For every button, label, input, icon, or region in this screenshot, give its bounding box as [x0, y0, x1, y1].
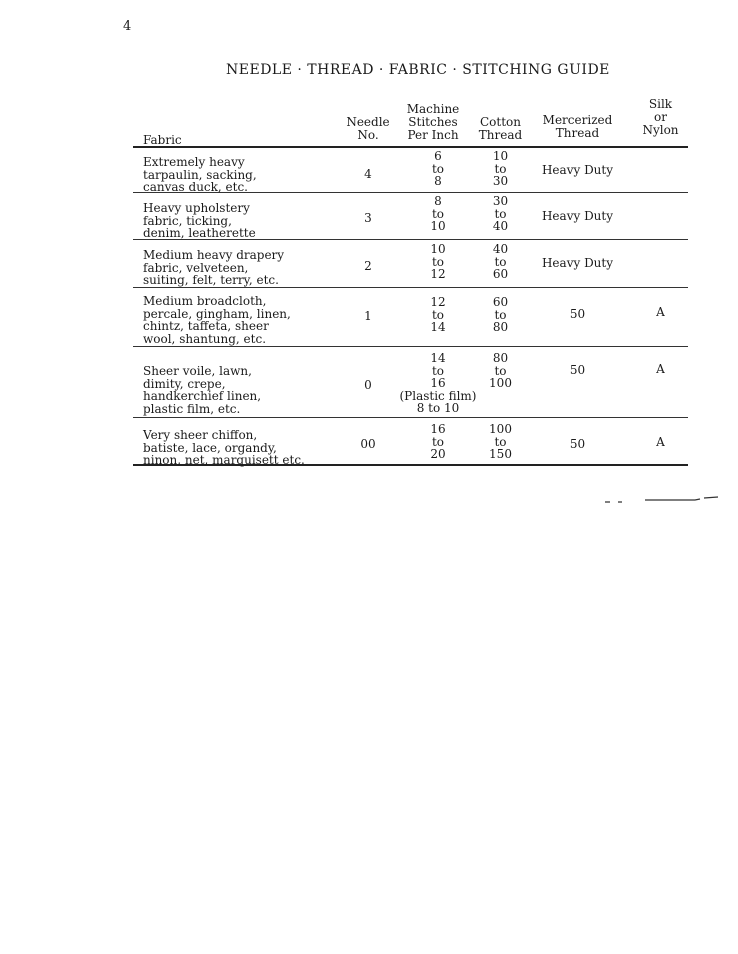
fabric-line: percale, gingham, linen, [143, 306, 291, 321]
cotton-line: 100 [489, 376, 512, 390]
header-needle-line: No. [357, 128, 379, 142]
stitches-cell [393, 150, 483, 188]
stitches-line: to [431, 363, 445, 378]
cotton-line: 60 [492, 267, 509, 281]
needle-cell: 00 [360, 437, 376, 451]
needle-cell: 1 [364, 309, 372, 323]
fabric-line: wool, shantung, etc. [143, 331, 267, 346]
stitches-line: to [431, 206, 445, 221]
stitches-cell [393, 195, 483, 233]
mercerized-cell: 50 [569, 363, 586, 377]
header-needle-line: Needle [346, 115, 390, 129]
table-row [133, 240, 688, 288]
cotton-cell [473, 195, 528, 233]
fabric-line: Heavy upholstery [143, 201, 250, 215]
fabric-cell [143, 156, 343, 194]
cotton-line: 100 [489, 422, 512, 436]
stitches-line: to [431, 434, 445, 449]
silk-cell: A [656, 362, 665, 376]
stitches-line: 14 [430, 320, 446, 334]
page-title: NEEDLE · THREAD · FABRIC · STITCHING GUIDE [226, 62, 610, 78]
header-silk-line: or [654, 110, 667, 124]
stitches-line: 20 [430, 447, 446, 461]
fabric-line: handkerchief linen, [143, 389, 262, 403]
fabric-cell [143, 429, 343, 467]
header-fabric: Fabric [143, 133, 182, 147]
cotton-line: 30 [492, 174, 509, 188]
table-row [133, 347, 688, 418]
header-stitches-line: Per Inch [407, 128, 459, 142]
cotton-line: to [494, 307, 507, 322]
cotton-line: to [494, 434, 507, 449]
cotton-line: to [494, 254, 507, 269]
header-silk-line: Silk [648, 97, 673, 111]
stitches-line: to [431, 254, 445, 269]
cotton-line: 40 [492, 219, 509, 233]
header-stitches-line: Stitches [408, 115, 458, 129]
fabric-line: Very sheer chiffon, [143, 428, 258, 442]
stitches-line: 6 [434, 149, 442, 163]
stitches-line: to [431, 307, 445, 322]
cotton-line: 80 [492, 351, 509, 365]
header-cotton-line: Thread [478, 128, 523, 142]
stitches-line: 8 [434, 194, 442, 208]
stitches-cell [393, 243, 483, 281]
fabric-line: chintz, taffeta, sheer [143, 319, 269, 333]
stitches-cell [393, 296, 483, 334]
needle-cell: 3 [364, 211, 372, 225]
fabric-line: Sheer voile, lawn, [143, 364, 252, 378]
header-mercerized-line: Thread [555, 126, 600, 140]
cotton-line: 150 [489, 447, 512, 461]
header-cotton-line: Cotton [479, 115, 521, 129]
fabric-cell [143, 249, 343, 287]
header-stitches-line: Machine [406, 102, 460, 116]
cotton-cell [473, 296, 528, 334]
header-needle [343, 116, 393, 142]
mercerized-cell: Heavy Duty [541, 209, 614, 223]
stitches-line: 16 [430, 376, 446, 390]
fabric-line: Extremely heavy [143, 155, 245, 169]
fabric-cell [143, 365, 343, 415]
mercerized-cell: Heavy Duty [541, 163, 614, 177]
fabric-line: plastic film, etc. [143, 401, 241, 416]
needle-cell: 4 [364, 167, 372, 181]
stitches-line: 14 [430, 351, 446, 365]
table-row [133, 418, 688, 466]
stitches-line: (Plastic film) [399, 388, 477, 403]
cotton-line: 80 [492, 320, 509, 334]
fabric-line: denim, leatherette [143, 226, 256, 240]
silk-cell: A [656, 305, 665, 319]
fabric-line: batiste, lace, organdy, [143, 440, 277, 455]
stitches-line: 10 [430, 242, 446, 256]
page-number: 4 [123, 19, 132, 34]
table-row [133, 193, 688, 240]
table-header [133, 96, 688, 146]
table-row [133, 148, 688, 193]
stitches-line: to [431, 161, 445, 176]
cotton-line: 40 [492, 242, 509, 256]
fabric-line: dimity, crepe, [143, 376, 226, 391]
silk-cell: A [656, 435, 665, 449]
header-silk [633, 98, 688, 137]
cotton-line: to [494, 363, 507, 378]
stitches-line: 12 [430, 267, 446, 281]
fabric-line: tarpaulin, sacking, [143, 167, 257, 182]
stitching-guide-table [133, 96, 688, 466]
fabric-line: fabric, ticking, [143, 213, 232, 228]
stitches-line: 8 [434, 174, 442, 188]
fabric-cell [143, 295, 343, 345]
mercerized-cell: Heavy Duty [541, 256, 614, 270]
fabric-line: canvas duck, etc. [143, 180, 248, 194]
fabric-line: Medium heavy drapery [143, 248, 285, 262]
needle-cell: 0 [364, 378, 372, 392]
stitches-cell [393, 352, 483, 415]
stitches-line: 10 [430, 219, 446, 233]
fabric-line: fabric, velveteen, [143, 260, 249, 275]
fabric-line: Medium broadcloth, [143, 294, 267, 308]
mercerized-cell: 50 [569, 437, 586, 451]
cotton-line: to [494, 161, 507, 176]
header-stitches [393, 103, 473, 142]
header-silk-line: Nylon [642, 123, 679, 137]
stitches-line: 16 [430, 422, 446, 436]
table-row [133, 288, 688, 347]
cotton-line: to [494, 206, 507, 221]
header-mercerized-line: Mercerized [542, 113, 613, 127]
header-mercerized [530, 114, 625, 140]
fabric-line: ninon, net, marquisett etc. [143, 453, 305, 467]
stitches-line: 8 to 10 [416, 401, 460, 415]
stitches-cell [393, 423, 483, 461]
cotton-cell [473, 352, 528, 390]
header-cotton [473, 116, 528, 142]
cotton-line: 60 [492, 295, 509, 309]
needle-cell: 2 [364, 259, 372, 273]
cotton-cell [473, 150, 528, 188]
fabric-line: suiting, felt, terry, etc. [143, 273, 279, 287]
cotton-cell [473, 423, 528, 461]
pen-stroke-mark [600, 494, 720, 506]
cotton-line: 30 [492, 194, 509, 208]
mercerized-cell: 50 [569, 307, 586, 321]
cotton-line: 10 [492, 149, 509, 163]
cotton-cell [473, 243, 528, 281]
stitches-line: 12 [430, 295, 446, 309]
fabric-cell [143, 202, 343, 240]
